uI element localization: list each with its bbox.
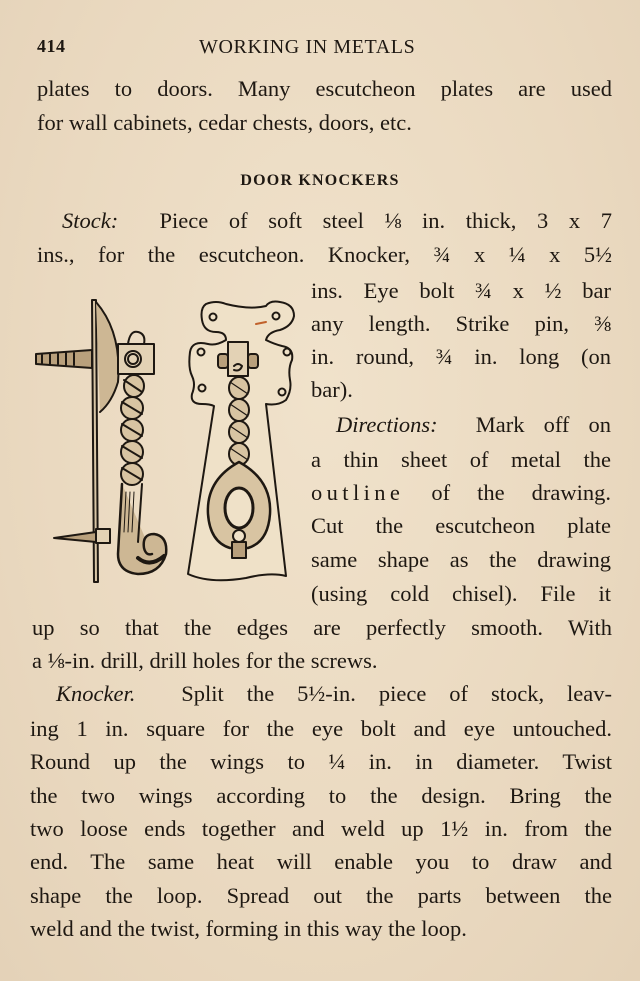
stock-label: Stock: (62, 208, 119, 233)
directions-label: Directions: (336, 412, 438, 437)
directions-line: up so that the edges are perfectly smooth. With (32, 615, 612, 640)
section-heading: DOOR KNOCKERS (240, 172, 400, 189)
spaced-word: outline (311, 480, 405, 505)
knocker-side-view-icon (36, 300, 166, 582)
stock-line: bar). (311, 377, 353, 402)
running-title: WORKING IN METALS (199, 36, 416, 58)
running-head (37, 36, 603, 62)
knocker-line: the two wings according to the design. Bring the (30, 783, 612, 808)
page-number: 414 (37, 36, 66, 56)
knocker-line: end. The same heat will enable you to draw and (30, 849, 612, 874)
knocker-line: shape the loop. Spread out the parts between the (30, 883, 612, 908)
directions-line: a ⅛-in. drill, drill holes for the screws. (32, 648, 378, 673)
knocker-line: Round up the wings to ¼ in. in diameter. Twist (30, 749, 612, 774)
stock-line: ins., for the escutcheon. Knocker, ¾ x ¼ x 5½ (37, 242, 612, 267)
knocker-label: Knocker. (56, 681, 136, 706)
knocker-line: ing 1 in. square for the eye bolt and eye untouched. (30, 716, 612, 741)
stock-line: in. round, ¾ in. long (on (311, 344, 611, 369)
directions-line: Directions: Mark off on (336, 412, 611, 437)
knocker-line: two loose ends together and weld up 1½ in. from the (30, 816, 612, 841)
knocker-front-view-icon (188, 302, 294, 581)
knocker-line: Knocker. Split the 5½-in. piece of stock, leav- (56, 681, 612, 706)
knocker-line: weld and the twist, forming in this way the loop. (30, 916, 467, 941)
directions-line: a thin sheet of metal the (311, 447, 611, 472)
stock-line: any length. Strike pin, ⅜ (311, 311, 611, 336)
stock-line: Stock: Piece of soft steel ⅛ in. thick, 3 x 7 (62, 208, 612, 233)
directions-line: same shape as the drawing (311, 547, 611, 572)
directions-line: Cut the escutcheon plate (311, 513, 611, 538)
directions-line: outline of the drawing. (311, 480, 612, 505)
directions-line: (using cold chisel). File it (311, 581, 611, 606)
stock-line: ins. Eye bolt ¾ x ½ bar (311, 278, 611, 303)
door-knocker-illustration (30, 292, 305, 602)
intro-line: plates to doors. Many escutcheon plates are used (37, 76, 612, 101)
intro-line: for wall cabinets, cedar chests, doors, etc. (37, 110, 412, 135)
